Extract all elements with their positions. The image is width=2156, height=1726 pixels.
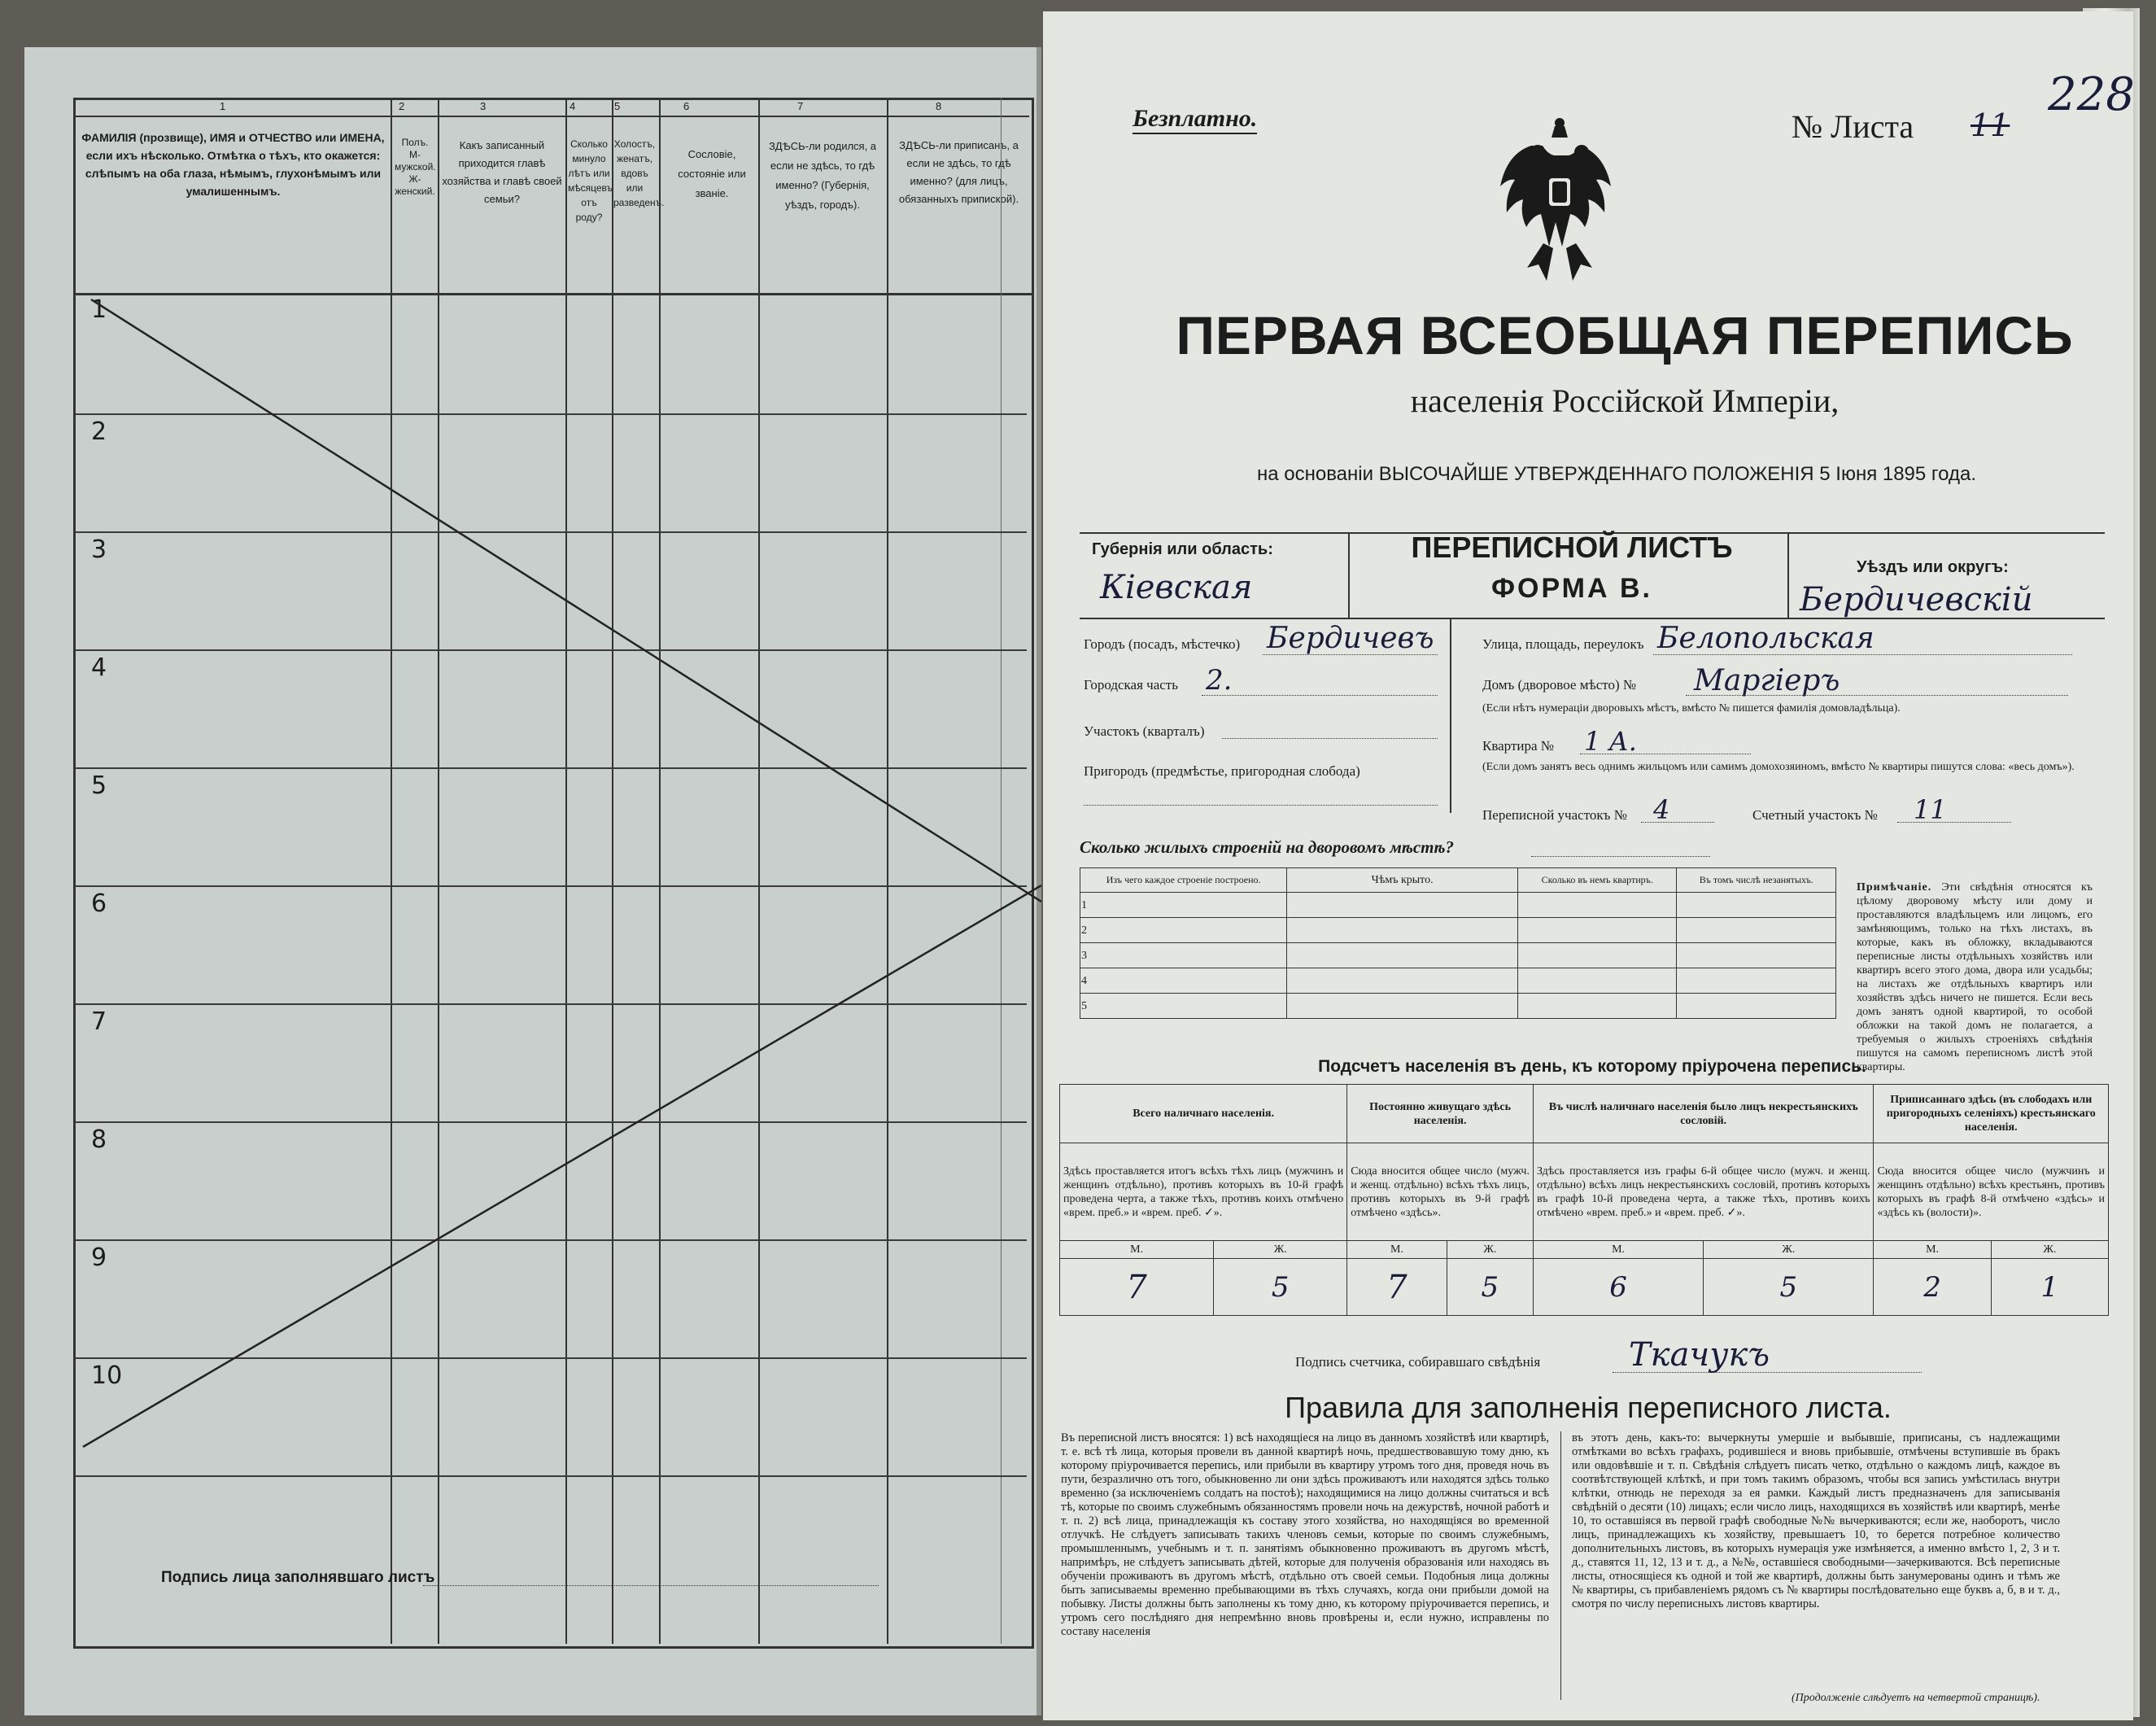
count-precinct-value: 11: [1914, 794, 1947, 825]
buildings-underline: [1531, 856, 1710, 857]
free-label: Безплатно.: [1133, 105, 1257, 134]
buildings-header: Сколько въ немъ квартиръ.: [1517, 868, 1677, 893]
count-value-female: 5: [1447, 1259, 1533, 1316]
row-number-6: 6: [91, 889, 107, 918]
col-number-5: 5: [614, 100, 621, 112]
apartment-label: Квартира №: [1482, 738, 1555, 754]
count-group-title: Въ числѣ наличнаго населенія было лицъ некрестьянскихъ сословій.: [1533, 1085, 1874, 1143]
strike-line-1: [91, 299, 1041, 902]
col-number-2: 2: [399, 100, 405, 112]
form-letter: ФОРМА В.: [1490, 573, 1653, 604]
continue-note: (Продолженіе слѣдуетъ на четвертой страницѣ).: [1792, 1692, 2040, 1704]
row-number-5: 5: [91, 771, 107, 800]
city-label: Городъ (посадъ, мѣстечко): [1084, 636, 1241, 652]
col-number-4: 4: [570, 100, 576, 112]
female-label: Ж.: [1704, 1241, 1874, 1259]
count-value-male: 7: [1060, 1259, 1214, 1316]
house-underline: [1686, 695, 2068, 696]
header-sex: Полъ. М-мужской. Ж-женский.: [395, 137, 436, 197]
double-eagle-emblem: [1499, 113, 1621, 284]
buildings-header: Въ томъ числѣ незанятыхъ.: [1677, 868, 1836, 893]
count-value-male: 6: [1533, 1259, 1703, 1316]
col-number-6: 6: [683, 100, 690, 112]
rules-divider: [1560, 1431, 1561, 1700]
buildings-row-number: 5: [1080, 994, 1287, 1019]
street-underline: [1653, 654, 2072, 655]
strike-line-2: [83, 885, 1041, 1447]
house-label: Домъ (дворовое мѣсто) №: [1482, 677, 1637, 693]
note-text: Эти свѣдѣнія относятся къ цѣлому дворовому мѣсту или дому и проставляются владѣльцемъ или лицомъ, его замѣняющимъ, только на тѣхъ листахъ, въ которые, какъ въ обложку, вкладываются переписные листы отдѣльныхъ хозяйствъ или квартиръ всего этого дома, двора или усадьбы; на листахъ же отдѣльныхъ квартиръ или хозяйствъ здѣсь ничего не пишется. Если весь домъ занятъ одной квартирой, то особой обложки на такой домъ не полагается, а требуемыя о жилыхъ строеніяхъ свѣдѣнія пишутся на самомъ переписномъ листѣ этой квартиры.: [1857, 881, 2093, 1073]
count-group-desc: Сюда вносится общее число (мужчинъ и женщинъ отдѣльно) всѣхъ крестьянъ, противъ которыхъ въ графѣ 8-й отмѣчено «здѣсь» и «здѣсь къ (волости)».: [1874, 1143, 2109, 1241]
strike-lines: [24, 47, 1041, 1715]
city-part-label: Городская часть: [1084, 677, 1178, 693]
col-number-8: 8: [936, 100, 942, 112]
subtitle: населенія Россійской Имперіи,: [1410, 382, 1840, 419]
district-label: Уѣздъ или округъ:: [1857, 558, 2009, 576]
female-label: Ж.: [1991, 1241, 2108, 1259]
header-age: Сколько минуло лѣтъ или мѣсяцевъ отъ роду?: [568, 138, 613, 223]
male-label: М.: [1347, 1241, 1447, 1259]
header-estate: Сословіе, состояніе или званіе.: [678, 148, 746, 199]
district-value: Бердичевскій: [1800, 581, 2033, 618]
male-label: М.: [1874, 1241, 1991, 1259]
buildings-question: Сколько жилыхъ строеній на дворовомъ мѣстѣ?: [1080, 837, 1455, 857]
house-value: Маргіеръ: [1694, 664, 1840, 697]
buildings-row-number: 2: [1080, 918, 1287, 943]
suburb-underline: [1084, 805, 1438, 806]
count-group-title: Постоянно живущаго здѣсь населенія.: [1347, 1085, 1534, 1143]
census-precinct-label: Переписной участокъ №: [1482, 807, 1627, 823]
rules-right-column: въ этотъ день, какъ-то: вычеркнуты умершіе и выбывшіе, приписаны, съ надлежащими отмѣтками во всѣхъ графахъ, родившіеся и вновь прибывшіе, отмѣчены вступившіе въ бракъ или овдовѣвшіе и т. п. Свѣдѣнія слѣдуетъ писать четко, отдѣльно о каждомъ лицѣ, каждое въ соотвѣтствующей клѣткѣ, и при томъ такимъ образомъ, чтобы вся запись умѣстилась внутри клѣтки, отнюдь не переходя за ея рамки. Каждый листъ предназначенъ для записыванія свѣдѣній о десяти (10) лицахъ; если число лицъ, находящихся въ хозяйствѣ или квартирѣ, менѣе 10, то оставшіяся въ первой графѣ свободные №№ вычеркиваются; если же, наоборотъ, число лицъ, принадлежащихъ къ хозяйству, превышаетъ 10, то берется потребное количество дополнительныхъ листовъ, въ которыхъ нумерація уже измѣняется, а именно вмѣсто 1, 2, 3 и т. д., ставятся 11, 12, 13 и т. д., а №№, оставшіеся свободными—зачеркиваются. Всѣ переписные листы, относящіеся къ одной и той же квартирѣ, должны быть занумерованы одинъ и тѣмъ же № квартиры, съ прибавленіемъ рядомъ съ № квартиры послѣдовательно еще буквъ а, б, в и т. д., смотря по числу переписныхъ листовъ квартиры.: [1572, 1431, 2060, 1610]
row-number-3: 3: [91, 535, 107, 564]
col-number-3: 3: [480, 100, 487, 112]
row-number-1: 1: [91, 295, 107, 324]
buildings-header: Чѣмъ крыто.: [1287, 868, 1518, 893]
count-group-title: Приписаннаго здѣсь (въ слободахъ или пригородныхъ селеніяхъ) крестьянскаго населенія.: [1874, 1085, 2109, 1143]
col-number-1: 1: [220, 100, 226, 112]
street-label: Улица, площадь, переулокъ: [1482, 636, 1644, 652]
right-page: [1043, 11, 2133, 1720]
buildings-row-number: 4: [1080, 968, 1287, 994]
row-number-8: 8: [91, 1125, 107, 1154]
buildings-note: [1857, 880, 2093, 1074]
archive-number: 228: [2048, 68, 2135, 121]
count-precinct-label: Счетный участокъ №: [1752, 807, 1878, 823]
male-label: М.: [1533, 1241, 1703, 1259]
census-precinct-value: 4: [1653, 794, 1670, 825]
sheet-number-label: № Листа: [1792, 108, 1914, 145]
female-label: Ж.: [1214, 1241, 1347, 1259]
male-label: М.: [1060, 1241, 1214, 1259]
census-precinct-underline: [1641, 822, 1714, 823]
house-note: (Если нѣтъ нумераціи дворовыхъ мѣстъ, вмѣсто № пишется фамилія домовладѣльца).: [1482, 702, 1901, 714]
header-relation: Какъ записанный приходится главѣ хозяйства и главѣ своей семьи?: [442, 139, 562, 205]
precinct-label: Участокъ (кварталъ): [1084, 723, 1205, 739]
precinct-underline: [1222, 738, 1438, 739]
city-value: Бердичевъ: [1267, 622, 1434, 655]
population-count-table: [1059, 1084, 2109, 1316]
province-label: Губернія или область:: [1092, 540, 1273, 558]
buildings-row-number: 1: [1080, 893, 1287, 918]
note-title: Примѣчаніе.: [1857, 881, 1932, 894]
row-number-2: 2: [91, 417, 107, 446]
count-value-female: 5: [1214, 1259, 1347, 1316]
row-number-10: 10: [91, 1361, 123, 1390]
count-value-female: 5: [1704, 1259, 1874, 1316]
form-title: ПЕРЕПИСНОЙ ЛИСТЪ: [1411, 531, 1733, 564]
address-divider: [1450, 618, 1451, 813]
count-title: Подсчетъ населенія въ день, къ которому пріурочена перепись.: [1318, 1057, 1866, 1076]
row-number-4: 4: [91, 653, 107, 682]
enumerator-underline: [1613, 1372, 1922, 1373]
count-group-title: Всего наличнаго населенія.: [1060, 1085, 1347, 1143]
row-number-9: 9: [91, 1243, 107, 1272]
count-group-desc: Здѣсь проставляется итогъ всѣхъ тѣхъ лицъ (мужчинъ и женщинъ отдѣльно), противъ которыхъ въ 10-й графѣ проведена черта, а также тѣхъ, противъ коихъ отмѣчено «врем. преб.» и «врем. преб. ✓».: [1060, 1143, 1347, 1241]
street-value: Белопольская: [1657, 622, 1874, 655]
buildings-table: [1080, 867, 1836, 1019]
rules-left-column: Въ переписной листъ вносятся: 1) всѣ находящіеся на лицо въ данномъ хозяйствѣ или квартирѣ, т. е. всѣ тѣ лица, которыя провели въ данной квартирѣ ночь, предшествовавшую тому дню, къ которому пріурочивается перепись, или прибыли въ квартиру утромъ того дня, проведя ночь въ пути, безразлично отъ того, обыкновенно ли они здѣсь проживаютъ или находятся здѣсь только временно (за исключеніемъ солдатъ на постоѣ); находящимися на лицо должны считаться и всѣ тѣ, которые по своимъ служебнымъ обязанностямъ провели ночь на дежурствѣ, ночной работѣ и т. п. 2) всѣ лица, принадлежащія къ составу этого хозяйства, но находящіяся во временной отлучкѣ. Не слѣдуетъ записывать такихъ членовъ семьи, которые по своимъ служебнымъ, промышленнымъ, учебнымъ и т. п. занятіямъ обыкновенно проживаютъ въ другомъ мѣстѣ, напримѣръ, не слѣдуетъ записывать дѣтей, которые для полученія образованія или находясь въ обученіи проживаютъ въ другомъ мѣстѣ, отдѣльно отъ своей семьи. Подобныя лица должны быть записываемы временно пребывающими въ тѣхъ случаяхъ, когда они прибыли домой на побывку. Листы должны быть заполнены къ тому дню, къ которому пріурочивается перепись, и утромъ сего послѣдняго дня непремѣнно вновь провѣрены и, если нужно, исправлены по составу населенія: [1061, 1431, 1549, 1638]
main-title: ПЕРВАЯ ВСЕОБЩАЯ ПЕРЕПИСЬ: [1176, 305, 2074, 365]
signature-line: [423, 1585, 879, 1586]
enumerator-signature: Ткачукъ: [1629, 1336, 1770, 1374]
header-birthplace: ЗДѢСЬ-ли родился, а если не здѣсь, то гдѣ именно? (Губернія, уѣздъ, городъ).: [768, 140, 877, 211]
header-name: ФАМИЛІЯ (прозвище), ИМЯ и ОТЧЕСТВО или ИМЕНА, если ихъ нѣсколько. Отмѣтка о тѣхъ, кто окажется: слѣпымъ на оба глаза, нѣмымъ, глухонѣмымъ или умалишеннымъ.: [81, 131, 385, 198]
sheet-number-value: 11: [1971, 107, 2010, 143]
buildings-row-number: 3: [1080, 943, 1287, 968]
apartment-note: (Если домъ занятъ весь однимъ жильцомъ или самимъ домохозяиномъ, вмѣсто № квартиры пишутся слова: «весь домъ»).: [1482, 761, 2075, 773]
count-group-desc: Сюда вносится общее число (мужч. и женщ. отдѣльно) всѣхъ тѣхъ лицъ, противъ которыхъ въ 9-й графѣ отмѣчено «здѣсь».: [1347, 1143, 1534, 1241]
signature-label: Подпись лица заполнявшаго листъ: [161, 1569, 435, 1586]
enumerator-label: Подпись счетчика, собиравшаго свѣдѣнія: [1295, 1354, 1541, 1370]
rules-title: Правила для заполненія переписного листа.: [1285, 1391, 1892, 1424]
col-number-7: 7: [797, 100, 804, 112]
row-number-7: 7: [91, 1007, 107, 1036]
legal-basis: на основаніи ВЫСОЧАЙШЕ УТВЕРЖДЕННАГО ПОЛОЖЕНІЯ 5 Іюня 1895 года.: [1256, 463, 1976, 485]
count-value-male: 7: [1347, 1259, 1447, 1316]
form-rule: [1080, 618, 2105, 619]
left-page: [24, 47, 1041, 1715]
count-value-female: 1: [1991, 1259, 2108, 1316]
apartment-value: 1 А.: [1584, 726, 1637, 757]
city-part-underline: [1202, 695, 1438, 696]
female-label: Ж.: [1447, 1241, 1533, 1259]
province-value: Кіевская: [1100, 569, 1253, 606]
count-group-desc: Здѣсь проставляется изъ графы 6-й общее число (мужч. и женщ. отдѣльно) всѣхъ лицъ некрестьянскихъ сословій, противъ которыхъ въ графѣ 10-й проведена черта, а также тѣхъ, противъ коихъ отмѣчено «врем. преб.» и «врем. преб. ✓».: [1533, 1143, 1874, 1241]
count-precinct-underline: [1897, 822, 2011, 823]
city-part-value: 2.: [1206, 664, 1233, 697]
header-marital: Холостъ, женатъ, вдовъ или разведенъ.: [613, 138, 665, 208]
suburb-label: Пригородъ (предмѣстье, пригородная слобода): [1084, 763, 1360, 779]
buildings-header: Изъ чего каждое строеніе построено.: [1080, 868, 1287, 893]
header-registered: ЗДѢСЬ-ли приписанъ, а если не здѣсь, то гдѣ именно? (для лицъ, обязанныхъ припиской).: [898, 139, 1019, 205]
count-value-male: 2: [1874, 1259, 1991, 1316]
city-underline: [1263, 654, 1438, 655]
